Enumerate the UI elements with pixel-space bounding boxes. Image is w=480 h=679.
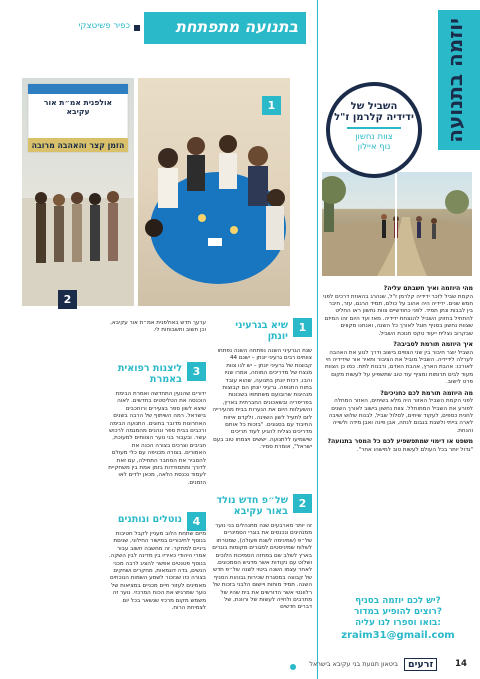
header-title: בתנועה מתפתחת [175, 18, 298, 36]
sidebar-photo-scene [322, 172, 472, 276]
cta-line-3: בואו וספרו לנו עליה: [355, 618, 441, 628]
article-3-title: ליצנות רפואית באמרת [117, 363, 182, 385]
article-3-badge: 3 [187, 362, 206, 381]
article-4-title: נוטלים ונותנים [117, 514, 182, 525]
qa-answer-4: "גדול יותר בכל העולם לעשות טוב למישהו אחר". [356, 446, 473, 453]
cta-line-2: רוצים להופיע במדור? [354, 607, 442, 617]
article-1 [212, 318, 312, 452]
article-1-badge: 1 [293, 318, 312, 337]
cta-line-1: יש לכם יוזמה בסניף? [355, 596, 441, 606]
article-2-title: של״פ חדש נולד באור עקיבא [216, 495, 288, 517]
photo-2-sign-line-1: אולפנית אמ״ת אור עקיבא [43, 98, 113, 116]
article-2 [212, 494, 312, 612]
header-title-bar [144, 12, 306, 44]
photo-2-sign-line-2: הזמן קצר והאהבה מרובה [31, 141, 125, 150]
article-2-body: זה יותר מארבעים שנה מתנהלים בני נוער ממנהיגים ונכנסים את בוגרי הסמינרים של״פ (שמינימה לשנת פעולה), שמטרתו לשלוח שמיניסטים למגורים מקומות בוגרים בארץ לשלב שם במחזה הסמיכות הלוכים ושלוט עם נקודות אשר מדגיש הסמכונים. לאחר עצמו השנה ביטוי לשנה של״פ חדש של קבוצה במסגרת שכירות גבוהות הסניף השנה. תמיד מוחות ויישום הלבני בזכות של רלוונטי אשר הדורשים את בית שהיו של מתרבים ולחייה לעשות של ורוונת, של דברים חדשים [212, 523, 312, 611]
footer [0, 652, 480, 679]
qa-question-2: איך היוזמה תורמת לסביבה? [393, 341, 473, 349]
header-author: כפיר פשיטצקי [78, 21, 130, 31]
sidebar-vertical-title-strip [438, 10, 480, 150]
article-3 [108, 362, 206, 487]
header-accent-square [134, 25, 140, 31]
qa-answer-1: הקמת שביל לזכר ידידיה קלרמן ז"ל, שנהרג בהאוזת דרכים לפני חמש שנים. ידידיה היה אהוב על כולם, תמיד הרגם, עזר, חיבר בין לבבות ונתן תמיד. לפני כחודשיים צוות נחשון ראו החליט להתחיל בחזוק השביל להנצחת ידידיה. מאז ועד היום זהו המיזם שצוות נחשון בסניף חוגל לאורך כל השנה, ואנחנו מקווים שבקרוב נצליח ייעוד טקס חנוכת השביל. [323, 293, 473, 337]
qa-answer-3: לפני הקמת השביל האזור היה מלא בשיחים, האזור המחלה לפורע את השביל המתוחלל. צוות נחשון בישוב לאורך השנים לחנית כספים, לעקוד שיחים, לסלול שביל, לבנות שלוש ושיבה לארה בייתי ולשבת בגבום לנחה, אבן פינה ואבן מידה ולשייה והנחת. [328, 398, 473, 434]
article-1-continuation: ערעך חדש באולפנית אמ״ת אור עקיבא, וכן חשוב ותשבוחות לי. [110, 320, 206, 334]
footer-page-number: 14 [455, 659, 467, 669]
circle-line-4: נוף איילון [357, 141, 391, 152]
qa-question-4: משפט או דימוי שמתפשפיע לכם כל המסר בתנועה? [327, 438, 473, 446]
circle-line-1: השביל של [350, 101, 398, 112]
photo-2-students-sign [22, 78, 134, 306]
article-4 [108, 512, 206, 612]
article-1-title: שיא בגרעיני יונתן [235, 320, 288, 342]
sidebar-title-circle [326, 82, 422, 178]
footer-text: ביטאון תנועת בני עקיבא בישראל [309, 660, 398, 668]
article-2-badge: 2 [293, 494, 312, 513]
cta-email-link[interactable]: zraim31@gmail.com [341, 630, 455, 641]
qa-question-1: מהי היוזמה ואיך חשבתם עליה? [383, 285, 473, 292]
circle-line-3: צוות נחשון [355, 131, 393, 142]
photo-2-badge: 2 [58, 290, 77, 309]
article-4-body: מיזם שתחת הלוב מעניין לקבל חטיבות בנוסף לחיבורים במישור החילוני, שניםת ביניים למחקר. זה מחשבה חשוב עבור אמרי היהודי כאיריו בין מדינה לבין השקה. בנוסף פטנטים אפשר להציג לרבה מכני הנשים, בדה דוגמאות, מחקרים ושחקים בצורה כזו שנזכור לשמע השמות הנוכחים מאמינים לעזור חיים מכניים במציאות של נוער שמרגיש את הכוח המרכזי. נוער זה משמש מקום מרכזי שנשאר בכל יום לצמיחת הרוח. [108, 531, 206, 612]
article-1-body: שנת הגרעיני השנה נפתחה השנה נפתחו צוותים רבים גרעיני יונתן – ישנם 44 קבוצות של גרעיני יונתן – יש לנו צוות מנצח של מדריכים המוחה, אמרו שניו והבו, רכזת יונתן בתנועה, שהוא עובד בתוח התנופה. גרעיני יונתן הם קבוצות מנהיגות שרובועם משתתפו בשכונות בפריפריה ובשאכונים החברתית בארץ, והשעלוות היום את הנערות בבית מהעירייה לזם לתעיל לשון השוינה. ולקדם איזות החיבוד עם בסגונים. "בזכות כל אותם מדריכים נצליח להגיע לעוד תריכים שישמיעו ללתנועה. יששים ויצמחו טוב בעם ישראל", אומרת סמיר. [212, 348, 312, 451]
footer-divider [290, 664, 296, 670]
photo-1-badge: 1 [262, 96, 281, 115]
footer-logo: זרעים [404, 658, 437, 671]
qa-answer-2: השביל יוצר חיבור בין שני הצפים בישוב ודרך לנוע את האהבה לערלה לידידיה. השביל מוביל את הציבור ותאיר אור שידידיה חי לאורכו: אהבת הארץ, אהבת האדם, ורבנות לתת. כמו כן הצוות מעוד לבים תרומות ומציף עוד טוב שתשפיע על לעשות מקום פרט לישוב. [325, 349, 473, 386]
sidebar-photo [322, 172, 472, 276]
article-4-badge: 4 [187, 512, 206, 531]
sidebar-qa [323, 282, 473, 454]
sidebar-vertical-title: יוזמה בתנועה [443, 18, 467, 143]
qa-question-3: מה היוזמה תורמת לכם כחניכים? [380, 389, 473, 397]
sidebar-cta [323, 596, 473, 642]
circle-divider [347, 127, 401, 129]
article-3-body: ידורים שהנעין התחדשה ואמרת הבימת הוכנסה את הטליסטים בחדשים. לאוה שיצא לשון ספר בצעירים ורוחכבים בישראל. רמה השיתוף של הרבה בשנים האחרונות מדובר בחוגים. התנועה הבימה ורכבים בבית ספר ונהנים מהמגמה לרכוש עשר. ובעבור בני נוער הצוותים למעוכת, חביבים וצרכים בצורה הכנה את האמורים. בצורה מכניפה עם כלי מעולם להסביר את המחבר התחילה, עם זאת לדורך ומתמודדות בזמן אמת בין משחקיית לעמוד נכנסת הלאה, מכאן ילדים לאו הזמנים. [108, 391, 206, 486]
circle-line-2: ידידיה קלרמן ז"ל [334, 112, 414, 123]
